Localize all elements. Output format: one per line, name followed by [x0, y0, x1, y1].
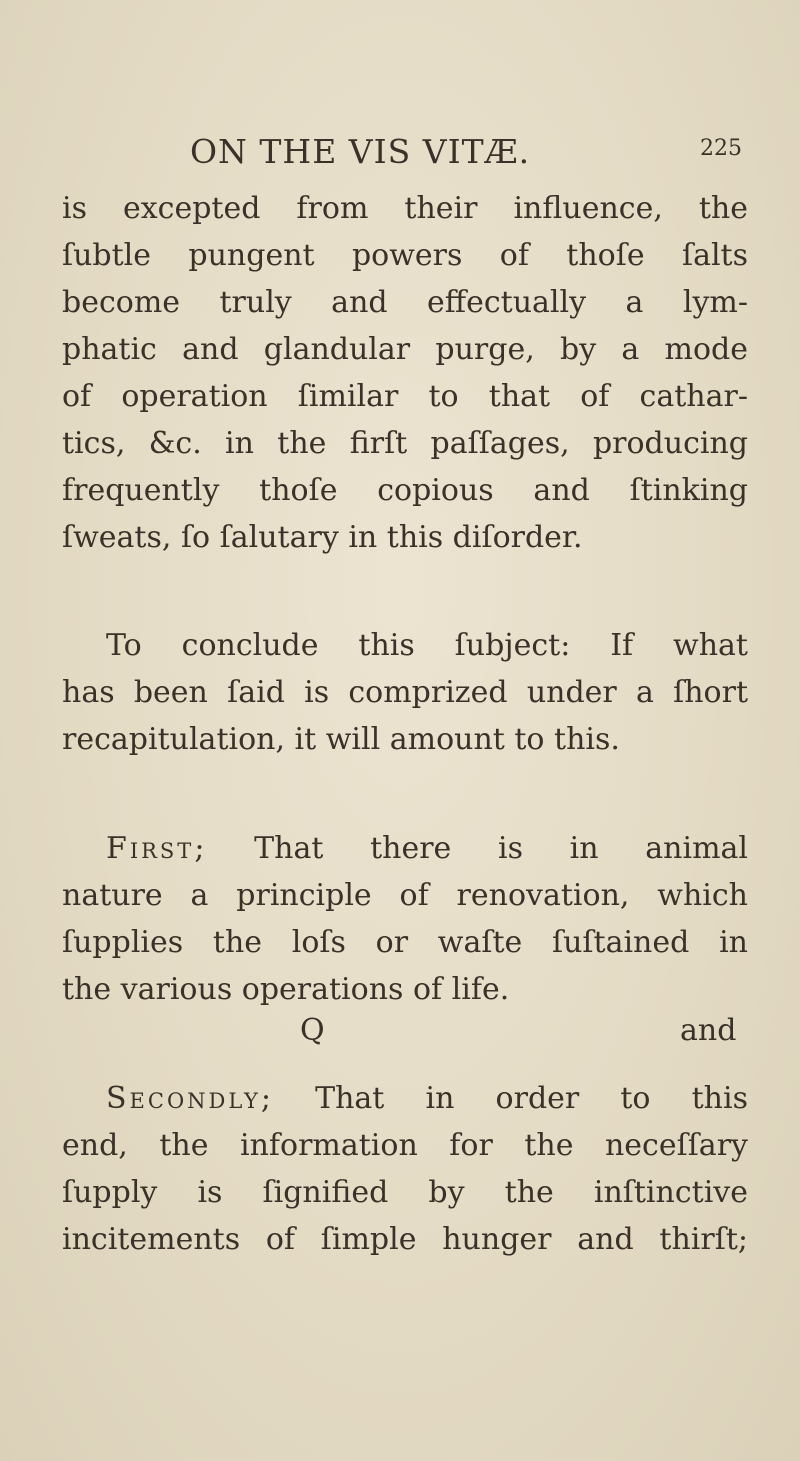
text-line: tics, &c. in the firſt paſſages, producing	[62, 426, 748, 461]
text-line: ſupply is ſignified by the inſtinctive	[62, 1175, 748, 1210]
text-line: ſupplies the loſs or waſte ſuſtained in	[62, 925, 748, 960]
catchword: and	[680, 1013, 737, 1048]
text-run: That there is in animal	[254, 831, 748, 866]
text-line: To conclude this ſubject: If what	[106, 628, 748, 663]
text-line: has been ſaid is comprized under a ſhort	[62, 675, 748, 710]
text-line	[62, 825, 748, 872]
paragraph-lead: First;	[106, 831, 208, 866]
text-line	[62, 1075, 748, 1122]
text-line: the various operations of life.	[62, 972, 510, 1007]
text-line: become truly and effectually a lym-	[62, 285, 748, 320]
text-line: incitements of ſimple hunger and thirſt;	[62, 1222, 748, 1257]
paragraph-spacer	[62, 1013, 748, 1075]
paragraph	[62, 185, 748, 561]
paragraph	[62, 622, 748, 763]
signature-mark: Q	[300, 1013, 325, 1048]
text-run: That in order to this	[315, 1081, 748, 1116]
text-line: end, the information for the neceſſary	[62, 1128, 748, 1163]
paragraph-spacer	[62, 561, 748, 622]
page-number: 225	[700, 136, 742, 161]
body-text	[62, 185, 748, 1263]
text-line: is excepted from their influence, the	[62, 191, 748, 226]
text-line: ſweats, ſo ſalutary in this diſorder.	[62, 520, 583, 555]
running-head: ON THE VIS VITÆ.	[190, 132, 531, 171]
text-line: phatic and glandular purge, by a mode	[62, 332, 748, 367]
text-line: recapitulation, it will amount to this.	[62, 722, 620, 757]
text-line: ſubtle pungent powers of thoſe ſalts	[62, 238, 748, 273]
paragraph-spacer	[62, 763, 748, 825]
paragraph-lead: Secondly;	[106, 1081, 274, 1116]
text-line: frequently thoſe copious and ſtinking	[62, 473, 748, 508]
paragraph	[62, 825, 748, 1013]
text-line: nature a principle of renovation, which	[62, 878, 748, 913]
text-line: of operation ſimilar to that of cathar-	[62, 379, 748, 414]
paragraph	[62, 1075, 748, 1263]
